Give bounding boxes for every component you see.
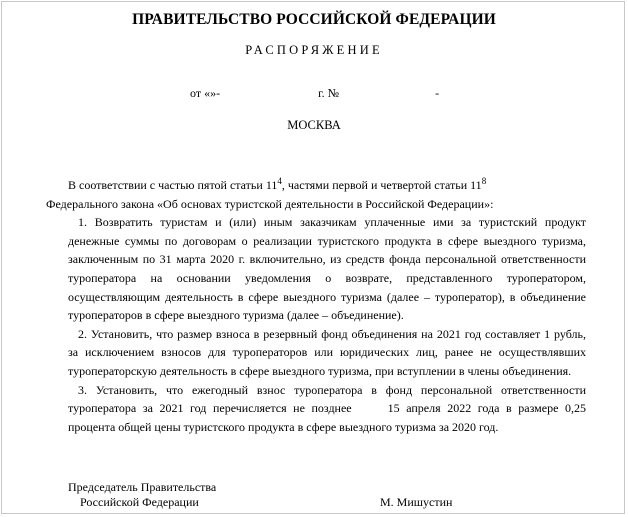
paragraph-2: 2. Установить, что размер взноса в резервный фонд объединения на 2021 год составляет 1 рубль, за исключением взносов для туроператоров или юридических лиц, ранее не осуществлявших туроператорскую деятельность в сфере выездного туризма, при вступлении в члены объединения. — [68, 326, 586, 378]
document-type: РАСПОРЯЖЕНИЕ — [245, 43, 383, 57]
superscript-8: 8 — [481, 176, 487, 186]
preamble-paragraph — [46, 176, 586, 213]
paragraph-3-text-a: 3. Установить, что ежегодный взнос туроператора в фонд персональной ответственности туроператора за 2021 год перечисляется не позднее — [68, 382, 586, 416]
preamble-text-c: Федерального закона «Об основах туристской деятельности в Российской Федерации»: — [46, 196, 494, 211]
signatory-name: М. Мишустин — [380, 495, 453, 509]
issuer-heading: ПРАВИТЕЛЬСТВО РОССИЙСКОЙ ФЕДЕРАЦИИ — [132, 11, 496, 28]
number-dash: - — [435, 86, 440, 100]
paragraph-3-text-b: 15 апреля 2022 года в размере 0,25 процента общей цены туристского продукта в сфере выездного туризма за 2020 год. — [68, 401, 586, 434]
superscript-4: 4 — [277, 176, 282, 186]
date-prefix: от «» — [190, 86, 217, 100]
paragraph-3 — [68, 381, 586, 437]
preamble-text-b: , частями первой и четвертой статьи 11 — [281, 178, 482, 192]
date-dash: - — [216, 86, 221, 100]
date-number-line — [190, 86, 439, 101]
document-body — [46, 176, 586, 436]
paragraph-1: 1. Возвратить туристам и (или) иным заказчикам уплаченные ими за туристский продукт денежные суммы по договорам о реализации туристского продукта в сфере выездного туризма, заключенным по 31 марта 2020 г. включительно, из средств фонда персональной ответственности туроператора на основании уведомления о возврате, представленного туроператором, осуществляющим деятельность в сфере выездного туризма (далее – туроператор), в объединение туроператоров в сфере выездного туризма (далее – объединение). — [68, 215, 586, 323]
year-number-label: г. № — [318, 86, 340, 100]
preamble-text-a: В соответствии с частью пятой статьи 11 — [68, 178, 278, 192]
position-line-2: Российской Федерации — [80, 495, 199, 509]
city-name: МОСКВА — [287, 118, 341, 132]
signatory-position — [68, 480, 216, 510]
position-line-1: Председатель Правительства — [68, 480, 217, 494]
